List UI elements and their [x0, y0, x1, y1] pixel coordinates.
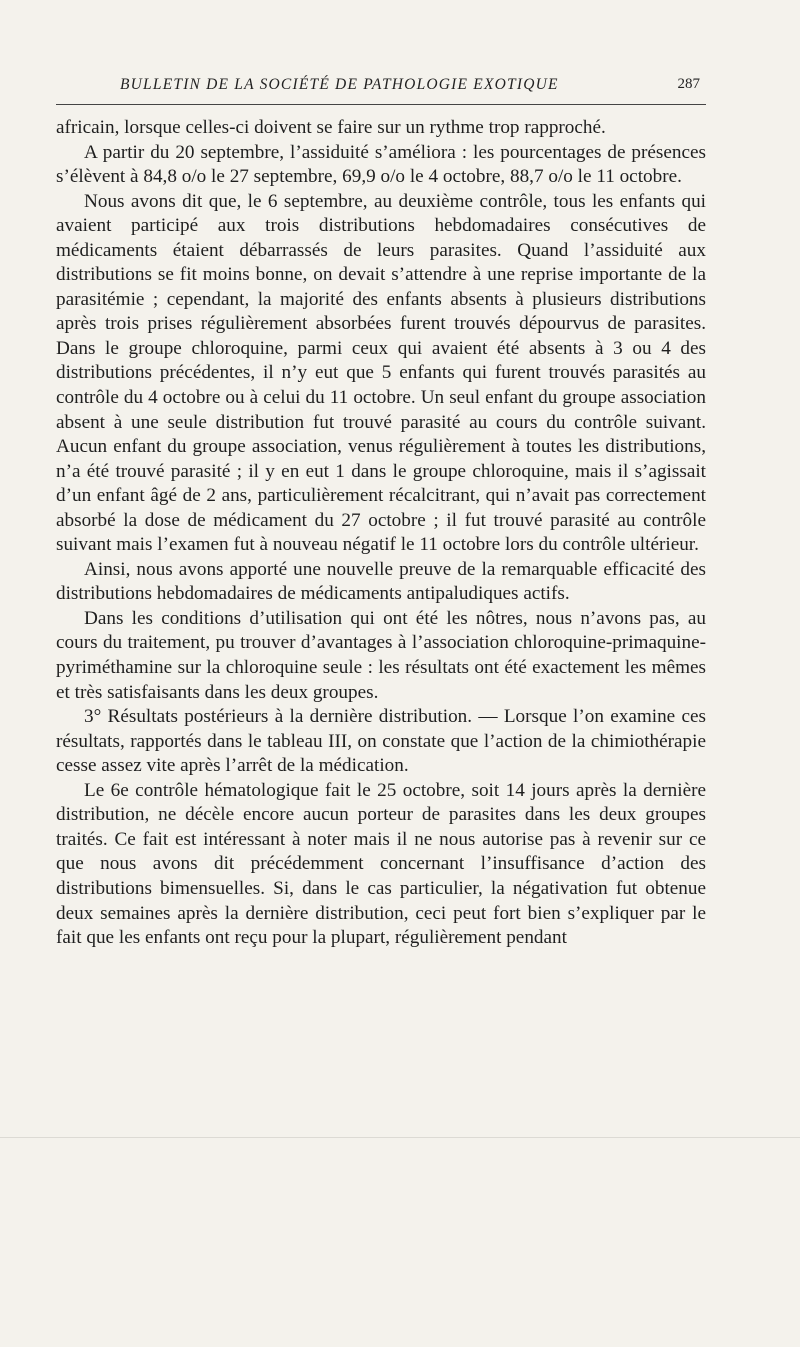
paragraph: africain, lorsque celles-ci doivent se faire sur un rythme trop rapproché. — [56, 117, 606, 138]
paragraph: Le 6e contrôle hématologique fait le 25 octobre, soit 14 jours après la dernière distribution, ne décèle encore aucun porteur de parasites dans les deux groupes traités. Ce fait est intéressant à noter mais il ne nous autorise pas à revenir sur ce que nous avons dit précédemment concernant l’insuffisance d’action des distributions bimensuelles. Si, dans le cas particulier, la négativation fut obtenue deux semaines après la dernière distribution, ceci peut fort bien s’expliquer par le fait que les enfants ont reçu pour la plupart, régulièrement pendant — [56, 779, 706, 949]
article-body — [56, 116, 706, 951]
page-header — [56, 70, 706, 100]
header-rule — [56, 104, 706, 105]
running-title: BULLETIN DE LA SOCIÉTÉ DE PATHOLOGIE EXOTIQUE — [120, 76, 559, 93]
paragraph: A partir du 20 septembre, l’assiduité s’améliora : les pourcentages de présences s’élèvent à 84,8 o/o le 27 septembre, 69,9 o/o le 4 octobre, 88,7 o/o le 11 octobre. — [56, 141, 706, 188]
paragraph: 3° Résultats postérieurs à la dernière distribution. — Lorsque l’on examine ces résultats, rapportés dans le tableau III, on constate que l’action de la chimiothérapie cesse assez vite après l’arrêt de la médication. — [56, 706, 706, 777]
page-number: 287 — [677, 76, 700, 92]
paragraph: Dans les conditions d’utilisation qui ont été les nôtres, nous n’avons pas, au cours du traitement, pu trouver d’avantages à l’association chloroquine-primaquine-pyriméthamine sur la chloroquine seule : les résultats ont été exactement les mêmes et très satisfaisants dans les deux groupes. — [56, 607, 706, 703]
paragraph: Ainsi, nous avons apporté une nouvelle preuve de la remarquable efficacité des distributions hebdomadaires de médicaments antipaludiques actifs. — [56, 558, 706, 605]
scan-fold-line — [0, 1137, 800, 1138]
paragraph: Nous avons dit que, le 6 septembre, au deuxième contrôle, tous les enfants qui avaient participé aux trois distributions hebdomadaires consécutives de médicaments étaient débarrassés de leurs parasites. Quand l’assiduité aux distributions se fit moins bonne, on devait s’attendre à une reprise importante de la parasitémie ; cependant, la majorité des enfants absents à plusieurs distributions après trois prises régulièrement absorbées furent trouvés dépourvus de parasites. Dans le groupe chloroquine, parmi ceux qui avaient été absents à 3 ou 4 des distributions précédentes, il n’y eut que 5 enfants qui furent trouvés parasités au contrôle du 4 octobre ou à celui du 11 octobre. Un seul enfant du groupe association absent à une seule distribution fut trouvé parasité au cours du contrôle suivant. Aucun enfant du groupe association, venus régulièrement à toutes les distributions, n’a été trouvé parasité ; il y en eut 1 dans le groupe chloroquine, mais il s’agissait d’un enfant âgé de 2 ans, particulièrement récalcitrant, qui n’avait pas correctement absorbé la dose de médicament du 27 octobre ; il fut trouvé parasité au contrôle suivant mais l’examen fut à nouveau négatif le 11 octobre lors du contrôle ultérieur. — [56, 190, 706, 556]
